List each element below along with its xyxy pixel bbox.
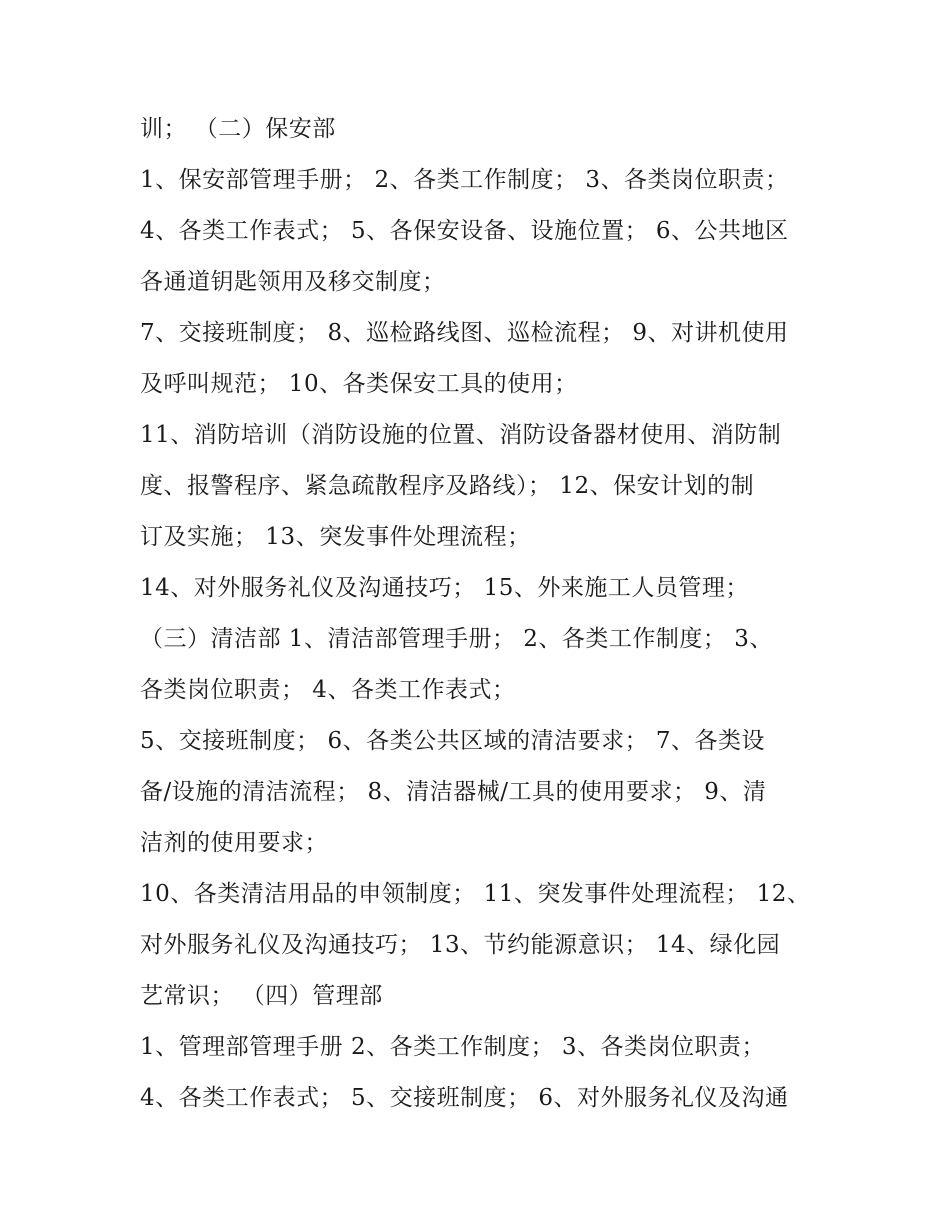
text-line: 1、管理部管理手册 2、各类工作制度； 3、各类岗位职责；: [140, 1034, 766, 1060]
body-text: [140, 104, 830, 1124]
text-line: 备/设施的清洁流程； 8、清洁器械/工具的使用要求； 9、清: [140, 779, 767, 805]
text-line: 艺常识； （四）管理部: [140, 983, 383, 1009]
text-line: 11、消防培训（消防设施的位置、消防设备器材使用、消防制: [140, 422, 782, 448]
text-line: 度、报警程序、紧急疏散程序及路线）； 12、保安计划的制: [140, 473, 755, 499]
text-line: 各类岗位职责； 4、各类工作表式；: [140, 677, 516, 703]
text-line: 1、保安部管理手册； 2、各类工作制度； 3、各类岗位职责；: [140, 167, 789, 193]
text-line: 7、交接班制度； 8、巡检路线图、巡检流程； 9、对讲机使用: [140, 320, 789, 346]
text-line: 4、各类工作表式； 5、各保安设备、设施位置； 6、公共地区: [140, 218, 789, 244]
text-line: 训； （二）保安部: [140, 116, 336, 142]
text-line: 订及实施； 13、突发事件处理流程；: [140, 524, 531, 550]
text-line: 4、各类工作表式； 5、交接班制度； 6、对外服务礼仪及沟通: [140, 1085, 789, 1111]
text-line: 洁剂的使用要求；: [140, 830, 328, 856]
text-line: 5、交接班制度； 6、各类公共区域的清洁要求； 7、各类设: [140, 728, 766, 754]
text-line: 各通道钥匙领用及移交制度；: [140, 269, 446, 295]
text-line: 10、各类清洁用品的申领制度； 11、突发事件处理流程； 12、: [140, 881, 811, 907]
text-line: 及呼叫规范； 10、各类保安工具的使用；: [140, 371, 578, 397]
text-line: 14、对外服务礼仪及沟通技巧； 15、外来施工人员管理；: [140, 575, 749, 601]
text-line: （三）清洁部 1、清洁部管理手册； 2、各类工作制度； 3、: [140, 626, 773, 652]
text-line: 对外服务礼仪及沟通技巧； 13、节约能源意识； 14、绿化园: [140, 932, 781, 958]
